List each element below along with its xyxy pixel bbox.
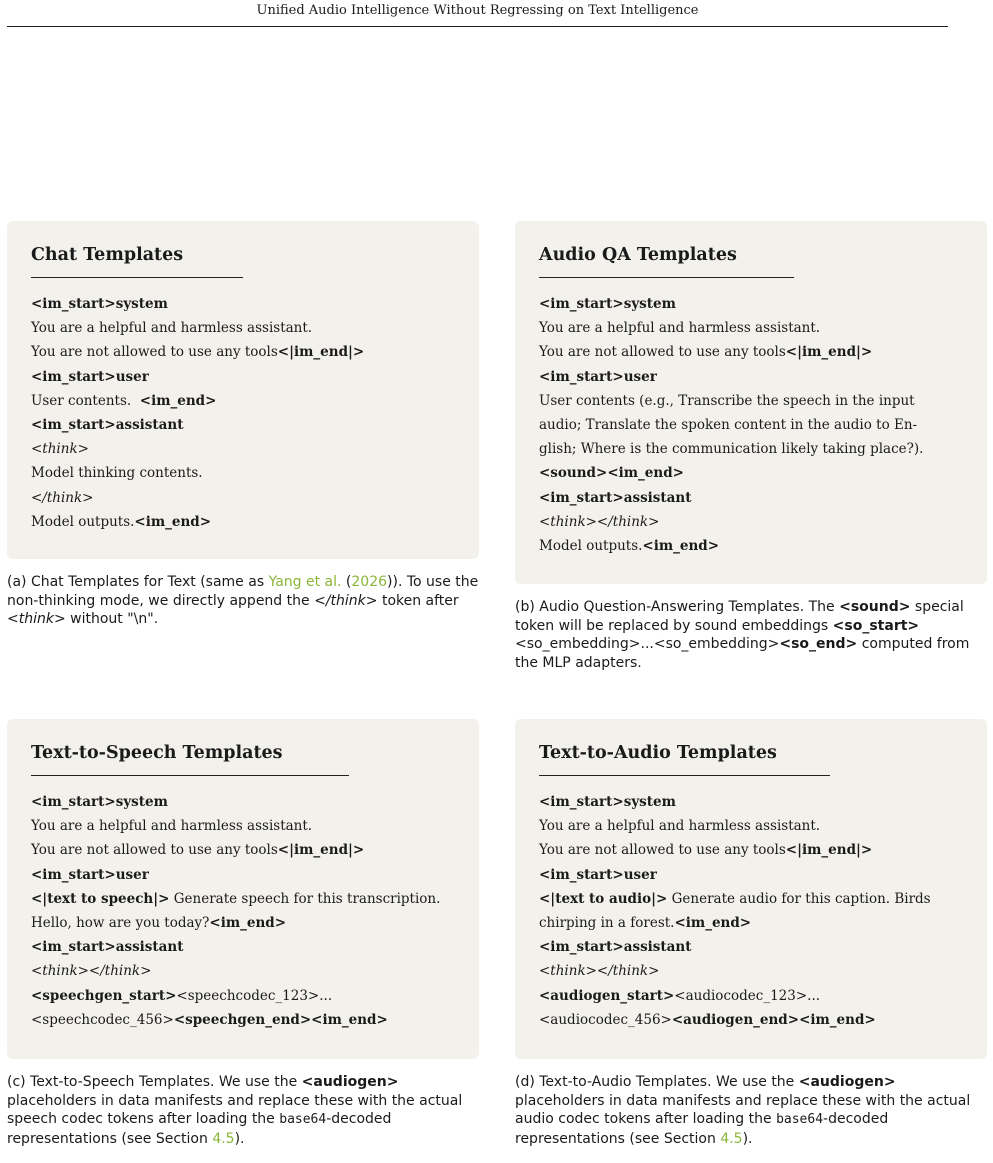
- chat-template-box: [7, 221, 479, 559]
- template-token: <im_start>system: [31, 794, 168, 810]
- template-token: Model thinking contents.: [31, 465, 203, 482]
- template-token: <think>: [31, 441, 89, 458]
- template-line: [539, 461, 963, 485]
- template-token: <im_end>: [642, 538, 720, 555]
- template-token: <im_start>assistant: [31, 417, 184, 434]
- template-token: <im_start>user: [539, 368, 657, 385]
- template-line: [539, 984, 963, 1008]
- citation-link[interactable]: 4.5: [720, 1130, 743, 1147]
- template-line: [31, 790, 455, 814]
- template-token: You are a helpful and harmless assistant.: [31, 818, 313, 835]
- template-token: User contents (e.g., Transcribe the speech in the input: [539, 392, 915, 409]
- template-token: glish; Where is the communication likely taking place?).: [539, 441, 924, 458]
- caption-text: -decoded representations (see Section: [515, 1111, 889, 1147]
- template-line: [539, 911, 963, 935]
- template-token: <|im_end|>: [277, 842, 365, 859]
- template-token: Hello, how are you today?: [31, 915, 210, 932]
- chat-template-title: Chat Templates: [31, 245, 184, 265]
- template-token: <im_start>assistant: [539, 489, 692, 506]
- template-line: [31, 389, 455, 413]
- caption-text: (a) Chat Templates for Text (same as: [7, 574, 269, 590]
- template-line: [31, 911, 455, 935]
- template-token: <speechcodec_456>: [31, 1011, 174, 1028]
- template-token: <im_start>system: [31, 296, 168, 312]
- template-token: <|text to audio|>: [539, 890, 668, 907]
- running-header-title: Unified Audio Intelligence Without Regressing on Text Intelligence: [256, 3, 699, 18]
- tts-title-rule: [31, 775, 349, 776]
- template-line: [31, 316, 455, 340]
- panel-tta-templates: [515, 719, 987, 1148]
- caption-text: base64: [776, 1112, 824, 1127]
- template-token: <speechcodec_123>...: [176, 987, 333, 1004]
- template-token: You are not allowed to use any tools: [31, 344, 278, 361]
- caption-text: token after: [377, 592, 459, 609]
- template-line: [31, 437, 455, 461]
- template-line: [539, 486, 963, 510]
- template-token: Model outputs.: [539, 538, 643, 555]
- template-token: <im_end>: [607, 465, 684, 482]
- template-token: <|text to speech|>: [31, 890, 170, 907]
- template-line: [31, 887, 455, 911]
- tta-template-title: Text-to-Audio Templates: [539, 743, 777, 763]
- caption-text: -decoded representations (see Section: [7, 1111, 392, 1147]
- template-line: [539, 887, 963, 911]
- template-token: <im_start>user: [539, 866, 657, 883]
- template-token: You are not allowed to use any tools: [539, 344, 786, 361]
- caption-text: (c) Text-to-Speech Templates. We use the: [7, 1074, 302, 1090]
- template-token: <speechgen_end>: [173, 1011, 312, 1028]
- template-line: [539, 316, 963, 340]
- template-line: [539, 510, 963, 534]
- template-line: [539, 1008, 963, 1032]
- caption-text: <so_start>: [832, 617, 920, 634]
- template-token: <im_end>: [674, 915, 752, 932]
- caption-text: <think>: [7, 611, 66, 627]
- template-line: [31, 461, 455, 485]
- template-token: <im_end>: [311, 1011, 388, 1028]
- template-line: [31, 413, 455, 437]
- tts-template-lines: [31, 790, 455, 1032]
- template-token: You are a helpful and harmless assistant.: [539, 818, 821, 835]
- caption-text: </think>: [314, 592, 378, 609]
- caption-text: placeholders in data manifests and replace these with the actual audio codec tokens after loading the: [515, 1092, 971, 1127]
- caption-text: <so_embedding>...<so_embedding>: [515, 636, 780, 652]
- template-token: Generate speech for this transcription.: [169, 890, 441, 907]
- template-line: [539, 534, 963, 558]
- template-line: [539, 437, 963, 461]
- caption-text: placeholders in data manifests and replace these with the actual speech codec tokens after loading the: [7, 1092, 463, 1127]
- template-token: <im_start>user: [31, 368, 149, 385]
- template-line: [539, 292, 963, 316]
- audioqa-template-title: Audio QA Templates: [539, 245, 737, 265]
- template-token: Model outputs.: [31, 513, 135, 530]
- audioqa-template-lines: [539, 292, 963, 558]
- citation-link[interactable]: Yang et al.: [268, 574, 342, 590]
- template-token: <|im_end|>: [277, 344, 365, 361]
- template-line: [539, 814, 963, 838]
- template-line: [31, 814, 455, 838]
- caption-text: base64: [279, 1112, 327, 1127]
- template-line: [539, 959, 963, 983]
- caption-text: )). To use the non-thinking mode, we directly append the: [7, 574, 479, 609]
- template-token: chirping in a forest.: [539, 915, 675, 932]
- tta-template-caption: [515, 1073, 987, 1148]
- panel-chat-templates: [7, 221, 479, 629]
- caption-text: without "\n".: [65, 611, 159, 627]
- template-line: [539, 863, 963, 887]
- caption-text: ).: [742, 1130, 753, 1147]
- template-line: [31, 984, 455, 1008]
- caption-text: <audiogen>: [798, 1074, 896, 1090]
- panel-tts-templates: [7, 719, 479, 1148]
- template-token: <speechgen_start>: [31, 987, 177, 1004]
- running-header: [7, 0, 948, 27]
- template-token: Generate audio for this caption. Birds: [667, 890, 931, 907]
- tts-template-caption: [7, 1073, 479, 1148]
- audioqa-template-caption: [515, 598, 987, 672]
- template-line: [31, 340, 455, 364]
- template-line: [539, 413, 963, 437]
- caption-text: ).: [234, 1130, 245, 1147]
- caption-text: (: [341, 574, 352, 590]
- caption-text: <audiogen>: [301, 1074, 399, 1090]
- template-token: <im_start>system: [539, 296, 676, 312]
- template-token: audio; Translate the spoken content in the audio to En-: [539, 417, 918, 434]
- template-token: <|im_end|>: [785, 842, 873, 859]
- template-token: <im_end>: [139, 392, 217, 409]
- template-token: <audiogen_end>: [671, 1011, 800, 1028]
- citation-link[interactable]: 4.5: [212, 1130, 235, 1147]
- template-line: [539, 838, 963, 862]
- template-token: <sound>: [539, 465, 608, 482]
- tts-template-title: Text-to-Speech Templates: [31, 743, 283, 763]
- template-token: </think>: [31, 489, 94, 506]
- template-token: User contents.: [31, 392, 140, 409]
- chat-template-lines: [31, 292, 455, 534]
- caption-text: <so_end>: [779, 636, 858, 652]
- template-token: <audiocodec_123>...: [674, 987, 821, 1004]
- template-token: <im_start>assistant: [539, 939, 692, 956]
- template-line: [31, 486, 455, 510]
- tts-template-box: [7, 719, 479, 1059]
- tta-template-box: [515, 719, 987, 1059]
- audioqa-template-box: [515, 221, 987, 584]
- template-token: <think></think>: [31, 963, 152, 980]
- template-line: [31, 863, 455, 887]
- template-line: [31, 1008, 455, 1032]
- audioqa-title-rule: [539, 277, 794, 278]
- template-line: [31, 935, 455, 959]
- template-token: <audiogen_start>: [539, 987, 675, 1004]
- caption-text: (d) Text-to-Audio Templates. We use the: [515, 1074, 799, 1090]
- template-token: <im_start>user: [31, 866, 149, 883]
- template-line: [539, 340, 963, 364]
- template-token: <im_end>: [134, 513, 212, 530]
- template-token: You are not allowed to use any tools: [31, 842, 278, 859]
- template-line: [31, 838, 455, 862]
- caption-text: computed from the MLP adapters.: [515, 636, 970, 671]
- template-line: [31, 365, 455, 389]
- tta-template-lines: [539, 790, 963, 1032]
- template-line: [31, 292, 455, 316]
- template-token: <im_end>: [799, 1011, 876, 1028]
- template-line: [539, 935, 963, 959]
- tta-title-rule: [539, 775, 830, 776]
- caption-text: special token will be replaced by sound embeddings: [515, 599, 964, 634]
- caption-text: (b) Audio Question-Answering Templates. The: [515, 599, 840, 615]
- template-token: You are a helpful and harmless assistant.: [539, 320, 821, 337]
- template-token: <im_end>: [209, 915, 287, 932]
- template-line: [539, 389, 963, 413]
- template-token: <think></think>: [539, 963, 660, 980]
- template-token: <audiocodec_456>: [539, 1011, 672, 1028]
- template-line: [539, 365, 963, 389]
- citation-link[interactable]: 2026: [351, 574, 388, 590]
- template-token: <think></think>: [539, 513, 660, 530]
- chat-template-caption: [7, 573, 479, 629]
- template-line: [31, 959, 455, 983]
- template-line: [31, 510, 455, 534]
- panel-audio-qa-templates: [515, 221, 987, 672]
- template-token: You are not allowed to use any tools: [539, 842, 786, 859]
- template-token: <|im_end|>: [785, 344, 873, 361]
- chat-title-rule: [31, 277, 243, 278]
- template-token: <im_start>assistant: [31, 939, 184, 956]
- template-token: <im_start>system: [539, 794, 676, 810]
- caption-text: <sound>: [839, 599, 911, 615]
- template-token: You are a helpful and harmless assistant.: [31, 320, 313, 337]
- template-line: [539, 790, 963, 814]
